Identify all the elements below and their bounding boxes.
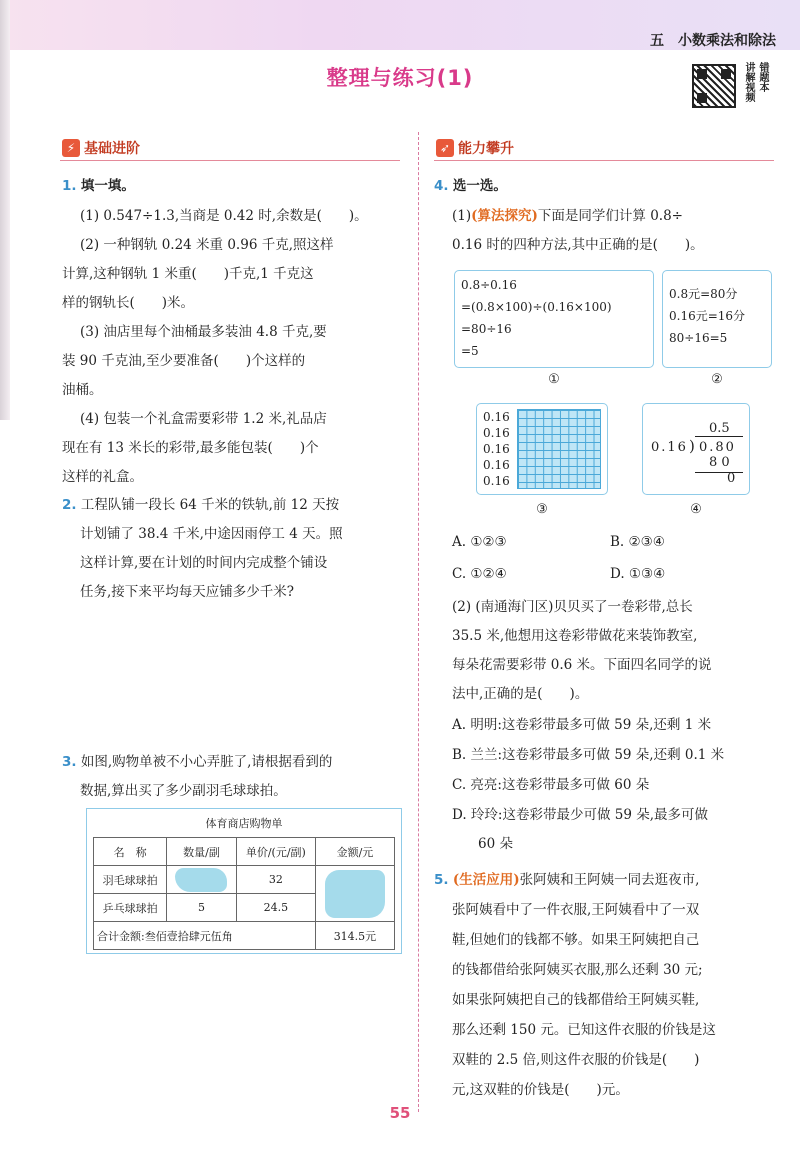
- option-b[interactable]: B. ②③④: [610, 534, 665, 550]
- qr-code[interactable]: [692, 64, 736, 108]
- receipt-table: [93, 837, 395, 950]
- page-title: 整理与练习(1): [326, 66, 474, 90]
- caption-1: ①: [548, 372, 560, 387]
- option-d[interactable]: D. ①③④: [610, 566, 666, 582]
- q2-line1: 2. 工程队铺一段长 64 千米的铁轨,前 12 天按: [62, 497, 340, 513]
- q1-item3-line3: 油桶。: [62, 382, 103, 398]
- q5-line4: 的钱都借给张阿姨买衣服,那么还剩 30 元;: [452, 962, 703, 978]
- qr-label-errors: 错题本: [757, 62, 768, 92]
- header-name: 名 称: [94, 838, 167, 866]
- section-basic: [62, 138, 140, 158]
- q1-item4-line2: 现在有 13 米长的彩带,最多能包装( )个: [62, 440, 319, 456]
- section-basic-underline: [60, 160, 400, 161]
- q1-item1: (1) 0.547÷1.3,当商是 0.42 时,余数是( )。: [80, 208, 368, 224]
- cell-qty: 5: [167, 894, 237, 922]
- receipt-caption: 体育商店购物单: [205, 817, 283, 830]
- stain-qty: [167, 866, 237, 894]
- option-d-2[interactable]: D. 玲玲:这卷彩带最少可做 59 朵,最多可做: [452, 807, 709, 823]
- cell-price: 32: [236, 866, 315, 894]
- option-c-2[interactable]: C. 亮亮:这卷彩带最多可做 60 朵: [452, 777, 650, 793]
- qr-label: [742, 62, 776, 102]
- q5-line8: 元,这双鞋的价钱是( )元。: [452, 1082, 629, 1098]
- q4-part1-line1: (1)(算法探究)下面是同学们计算 0.8÷: [452, 208, 683, 224]
- q5-line1: 5. (生活应用)张阿姨和王阿姨一同去逛夜市,: [434, 872, 700, 888]
- q4-part2-line3: 每朵花需要彩带 0.6 米。下面四名同学的说: [452, 657, 712, 673]
- q5-line7: 双鞋的 2.5 倍,则这件衣服的价钱是( ): [452, 1052, 700, 1068]
- q4-part2-line2: 35.5 米,他想用这卷彩带做花来装饰教室,: [452, 628, 698, 644]
- q5-line6: 那么还剩 150 元。已知这件衣服的价钱是这: [452, 1022, 716, 1038]
- table-total-row: [94, 922, 395, 950]
- cell-price: 24.5: [236, 894, 315, 922]
- rocket-icon: ➶: [436, 139, 454, 157]
- method-3-box: 0.16 0.16 0.16 0.16 0.16: [476, 403, 608, 495]
- option-a[interactable]: A. ①②③: [452, 534, 507, 550]
- q1-item2-line2: 计算,这种钢轨 1 米重( )千克,1 千克这: [62, 266, 314, 282]
- q1-item2-line3: 样的钢轨长( )米。: [62, 295, 195, 311]
- caption-4: ④: [690, 502, 702, 517]
- q4-part2-line1: (2) (南通海门区)贝贝买了一卷彩带,总长: [452, 599, 693, 615]
- header-qty: 数量/副: [167, 838, 237, 866]
- method-4-box: 0.5 0.16 ) 0.80 8 0 0: [642, 403, 750, 495]
- q4-part2-line4: 法中,正确的是( )。: [452, 686, 589, 702]
- shopping-receipt: [86, 808, 402, 954]
- column-divider: [418, 132, 419, 1112]
- q3-line1: 3. 如图,购物单被不小心弄脏了,请根据看到的: [62, 754, 333, 770]
- cell-item: 乒乓球球拍: [94, 894, 167, 922]
- q2-line2: 计划铺了 38.4 千米,中途因雨停工 4 天。照: [80, 526, 343, 542]
- header-amount: 金额/元: [315, 838, 394, 866]
- section-advanced-label: 能力攀升: [458, 141, 514, 157]
- hundred-grid: [517, 409, 601, 489]
- option-a-2[interactable]: A. 明明:这卷彩带最多可做 59 朵,还剩 1 米: [452, 717, 712, 733]
- caption-3: ③: [536, 502, 548, 517]
- chapter-title: 五 小数乘法和除法: [650, 33, 776, 49]
- q1-title: 1. 填一填。: [62, 178, 135, 194]
- section-basic-label: 基础进阶: [84, 141, 140, 157]
- q5-line5: 如果张阿姨把自己的钱都借给王阿姨买鞋,: [452, 992, 700, 1008]
- stain-amount: [315, 866, 394, 922]
- q2-line4: 任务,接下来平均每天应铺多少千米?: [80, 584, 295, 600]
- q1-item4-line1: (4) 包装一个礼盒需要彩带 1.2 米,礼品店: [80, 411, 327, 427]
- q5-line2: 张阿姨看中了一件衣服,王阿姨看中了一双: [452, 902, 700, 918]
- qr-label-video: 讲解视频: [743, 62, 754, 102]
- q2-line3: 这样计算,要在计划的时间内完成整个铺设: [80, 555, 328, 571]
- table-row: [94, 866, 395, 894]
- total-value: 314.5元: [315, 922, 394, 950]
- caption-2: ②: [711, 372, 723, 387]
- option-c[interactable]: C. ①②④: [452, 566, 507, 582]
- section-advanced-underline: [434, 160, 774, 161]
- lightning-icon: ⚡: [62, 139, 80, 157]
- page-number: 55: [389, 1104, 411, 1122]
- header-price: 单价/(元/副): [236, 838, 315, 866]
- q1-item3-line1: (3) 油店里每个油桶最多装油 4.8 千克,要: [80, 324, 327, 340]
- q1-item2-line1: (2) 一种钢轨 0.24 米重 0.96 千克,照这样: [80, 237, 334, 253]
- option-d-2-cont: 60 朵: [478, 836, 513, 852]
- q5-line3: 鞋,但她们的钱都不够。如果王阿姨把自己: [452, 932, 700, 948]
- q4-title: 4. 选一选。: [434, 178, 507, 194]
- q3-line2: 数据,算出买了多少副羽毛球球拍。: [80, 783, 287, 799]
- q1-item3-line2: 装 90 千克油,至少要准备( )个这样的: [62, 353, 306, 369]
- table-header-row: [94, 838, 395, 866]
- method-2-box: 0.8元=80分 0.16元=16分 80÷16=5: [662, 270, 772, 368]
- option-b-2[interactable]: B. 兰兰:这卷彩带最多可做 59 朵,还剩 0.1 米: [452, 747, 725, 763]
- q1-item4-line3: 这样的礼盒。: [62, 469, 143, 485]
- method-1-box: 0.8÷0.16 =(0.8×100)÷(0.16×100) =80÷16 =5: [454, 270, 654, 368]
- cell-item: 羽毛球球拍: [94, 866, 167, 894]
- section-advanced: [436, 138, 514, 158]
- q4-part1-line2: 0.16 时的四种方法,其中正确的是( )。: [452, 237, 704, 253]
- total-label: 合计金额:叁佰壹拾肆元伍角: [94, 922, 316, 950]
